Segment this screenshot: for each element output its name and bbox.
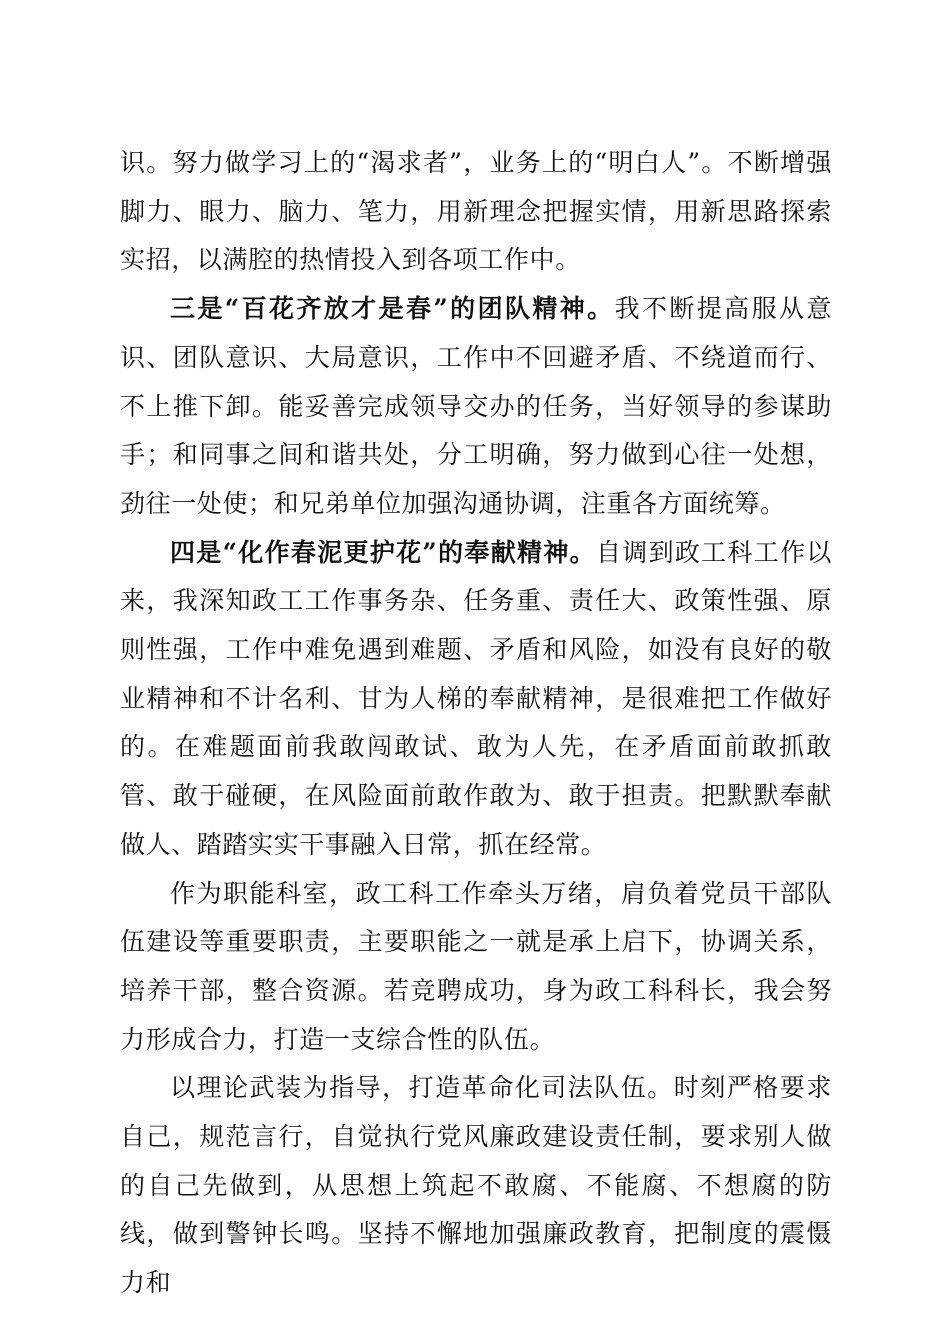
paragraph-text: 我不断提高服从意识、团队意识、大局意识，工作中不回避矛盾、不绕道而行、不上推下卸。能妥善完成领导交办的任务，当好领导的参谋助手；和同事之间和谐共处，分工明确，努力做到心往一处想，劲往一处使；和兄弟单位加强沟通协调，注重各方面统筹。 <box>120 294 832 518</box>
paragraph-text: 自调到政工科工作以来，我深知政工工作事务杂、任务重、责任大、政策性强、原则性强，工作中难免遇到难题、矛盾和风险，如没有良好的敬业精神和不计名利、甘为人梯的奉献精神，是很难把工作做好的。在难题面前我敢闯敢试、敢为人先，在矛盾面前敢抓敢管、敢于碰硬，在风险面前敢作敢为、敢于担责。把默默奉献做人、踏踏实实干事融入日常，抓在经常。 <box>120 537 832 859</box>
paragraph-lead: 三是“百花齐放才是春”的团队精神。 <box>170 294 615 324</box>
paragraph-text: 以理论武装为指导，打造革命化司法队伍。时刻严格要求自己，规范言行，自觉执行党风廉政建设责任制，要求别人做的自己先做到，从思想上筑起不敢腐、不能腐、不想腐的防线，做到警钟长鸣。坚持不懈地加强廉政教育，把制度的震慑力和 <box>120 1073 832 1298</box>
paragraph-lead: 四是“化作春泥更护花”的奉献精神。 <box>170 537 596 567</box>
paragraph-text: 识。努力做学习上的“渴求者”，业务上的“明白人”。不断增强脚力、眼力、脑力、笔力，用新理念把握实情，用新思路探索实招，以满腔的热情投入到各项工作中。 <box>120 148 832 275</box>
paragraph-dedication-spirit <box>120 529 832 870</box>
paragraph-functional-office <box>120 870 832 1065</box>
body-text <box>120 139 832 1308</box>
paragraph-text: 作为职能科室，政工科工作牵头万绪，肩负着党员干部队伍建设等重要职责，主要职能之一就是承上启下，协调关系，培养干部，整合资源。若竞聘成功，身为政工科科长，我会努力形成合力，打造一支综合性的队伍。 <box>120 878 832 1054</box>
paragraph-continuation <box>120 139 832 285</box>
paragraph-team-spirit <box>120 285 832 529</box>
paragraph-theory-guidance <box>120 1064 832 1308</box>
